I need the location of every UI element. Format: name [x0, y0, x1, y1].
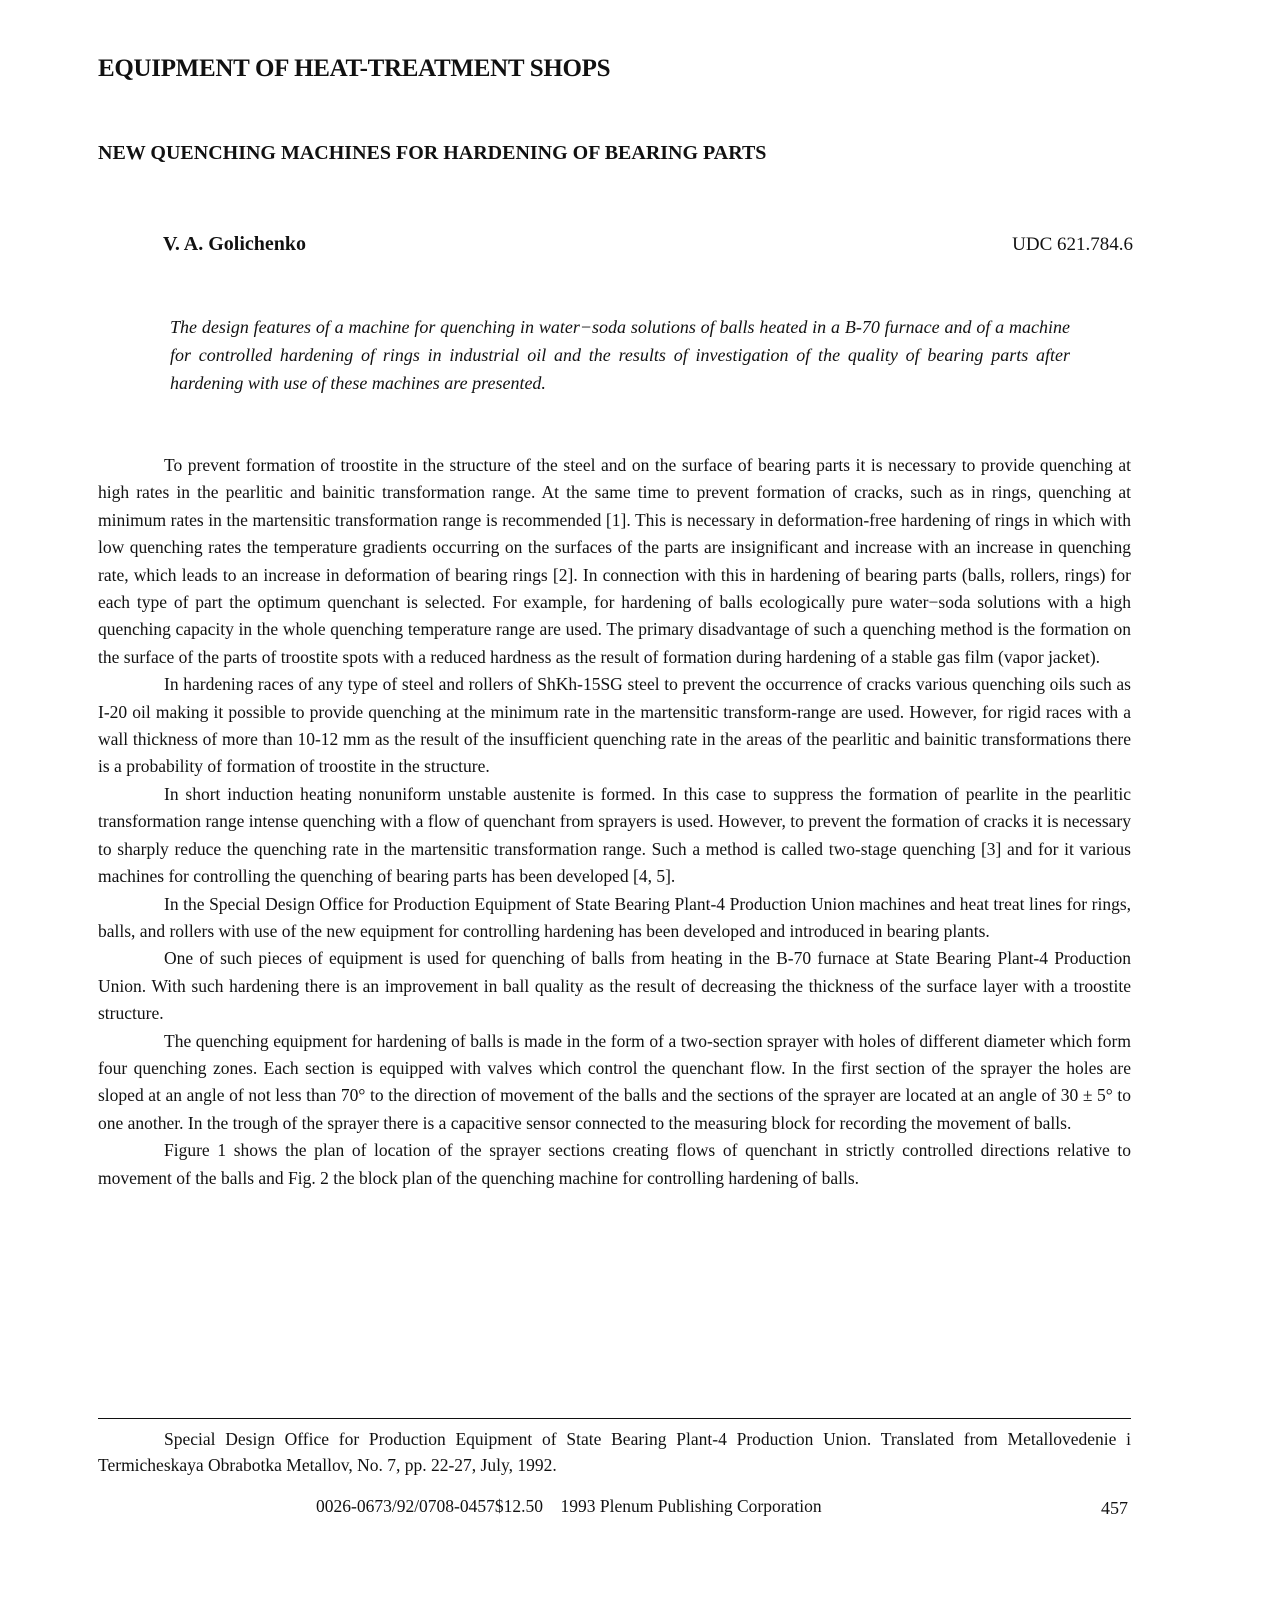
body-paragraph: In short induction heating nonuniform unstable austenite is formed. In this case to suppress the formation of pearlite in the pearlitic transformation range intense quenching with a flow of quenchant from sprayers is used. However, to prevent the formation of cracks it is necessary to sharply reduce the quenching rate in the martensitic transformation range. Such a method is called two-stage quenching [3] and for it various machines for controlling the quenching of bearing parts has been developed [4, 5].	[98, 783, 1131, 887]
udc-code: UDC 621.784.6	[1012, 234, 1133, 255]
abstract: The design features of a machine for quenching in water−soda solutions of balls heated in a B-70 furnace and of a machine for controlled hardening of rings in industrial oil and the results of investigation of the quality of bearing parts after hardening with use of these machines are presented.	[170, 317, 1070, 393]
footnote-divider	[98, 1418, 1131, 1419]
body-paragraph: The quenching equipment for hardening of balls is made in the form of a two-section sprayer with holes of different diameter which form four quenching zones. Each section is equipped with valves which control the quenchant flow. In the first section of the sprayer the holes are sloped at an angle of not less than 70° to the direction of movement of the balls and the sections of the sprayer are located at an angle of 30 ± 5° to one another. In the trough of the sprayer there is a capacitive sensor connected to the measuring block for recording the movement of balls.	[98, 1030, 1131, 1133]
article-title: NEW QUENCHING MACHINES FOR HARDENING OF BEARING PARTS	[98, 142, 767, 164]
body-paragraph: In hardening races of any type of steel and rollers of ShKh-15SG steel to prevent the occurrence of cracks various quenching oils such as I-20 oil making it possible to provide quenching at the minimum rate in the martensitic transform-range are used. However, for rigid races with a wall thickness of more than 10-12 mm as the result of the insufficient quenching rate in the areas of the pearlitic and bainitic transformations there is a probability of formation of troostite in the structure.	[98, 674, 1131, 777]
body-paragraph: To prevent formation of troostite in the structure of the steel and on the surface of bearing parts it is necessary to provide quenching at high rates in the pearlitic and bainitic transformation range. At the same time to prevent formation of cracks, such as in rings, quenching at minimum rates in the martensitic transformation range is recommended [1]. This is necessary in deformation-free hardening of rings in which with low quenching rates the temperature gradients occurring on the surfaces of the parts are insignificant and increase with an increase in quenching rate, which leads to an increase in deformation of bearing rings [2]. In connection with this in hardening of bearing parts (balls, rollers, rings) for each type of part the optimum quenchant is selected. For example, for hardening of balls ecologically pure water−soda solutions with a high quenching capacity in the whole quenching temperature range are used. The primary disadvantage of such a quenching method is the formation on the surface of the parts of troostite spots with a reduced hardness as the result of formation during hardening of a stable gas film (vapor jacket).	[98, 455, 1131, 667]
author-name: V. A. Golichenko	[163, 233, 306, 255]
article-body	[98, 452, 1131, 1192]
section-title: EQUIPMENT OF HEAT-TREATMENT SHOPS	[98, 55, 611, 82]
footnote: Special Design Office for Production Equipment of State Bearing Plant-4 Production Union. Translated from Metallovedenie i Termicheskaya Obrabotka Metallov, No. 7, pp. 22-27, July, 1992.	[98, 1429, 1131, 1475]
page-number: 457	[1101, 1498, 1128, 1518]
publication-info	[316, 1496, 822, 1517]
body-paragraph: Figure 1 shows the plan of location of the sprayer sections creating flows of quenchant in strictly controlled directions relative to movement of the balls and Fig. 2 the block plan of the quenching machine for controlling hardening of balls.	[98, 1140, 1131, 1188]
body-paragraph: One of such pieces of equipment is used for quenching of balls from heating in the B-70 furnace at State Bearing Plant-4 Production Union. With such hardening there is an improvement in ball quality as the result of decreasing the thickness of the surface layer with a troostite structure.	[98, 948, 1131, 1024]
body-paragraph: In the Special Design Office for Production Equipment of State Bearing Plant-4 Production Union machines and heat treat lines for rings, balls, and rollers with use of the new equipment for controlling hardening has been developed and introduced in bearing plants.	[98, 893, 1131, 941]
price-code: 0026-0673/92/0708-0457$12.50	[316, 1496, 544, 1516]
copyright: 1993 Plenum Publishing Corporation	[560, 1496, 822, 1516]
